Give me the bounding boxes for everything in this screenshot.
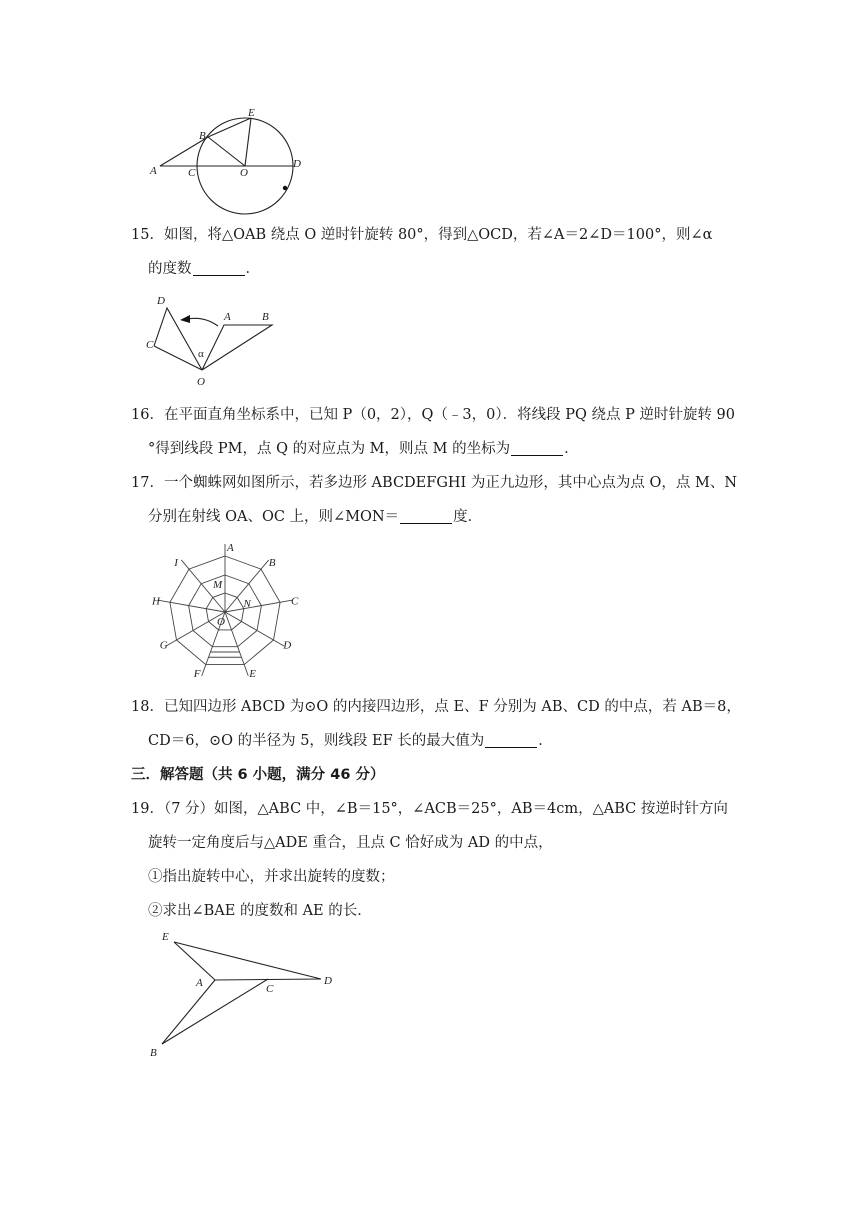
line-oe xyxy=(245,118,251,166)
q17-figure xyxy=(150,540,300,680)
label-e: E xyxy=(249,668,256,681)
answer-blank-17[interactable] xyxy=(400,507,452,524)
label-e: E xyxy=(162,931,169,943)
q18-end: ． xyxy=(538,733,553,749)
triangle-ocd xyxy=(154,308,202,370)
label-o: O xyxy=(217,616,225,628)
q18-line-2 xyxy=(131,724,741,758)
label-d: D xyxy=(283,639,292,652)
label-c: C xyxy=(266,983,274,995)
side-ed xyxy=(174,942,321,979)
q17-end: 度． xyxy=(453,509,483,525)
label-i: I xyxy=(174,557,178,570)
q16-line-2 xyxy=(131,432,741,466)
label-c: C xyxy=(188,167,196,179)
answer-blank-15[interactable] xyxy=(193,259,245,276)
label-b: B xyxy=(150,1047,157,1059)
q15-figure xyxy=(140,290,280,390)
label-d: D xyxy=(293,158,301,170)
q19-part-2: ②求出∠BAE 的度数和 AE 的长． xyxy=(148,903,372,919)
label-b: B xyxy=(268,557,276,570)
q14-diagram xyxy=(140,104,320,190)
label-e: E xyxy=(248,107,255,119)
question-17 xyxy=(131,466,741,534)
label-d: D xyxy=(157,295,165,307)
label-g: G xyxy=(159,639,168,652)
rotation-arrow-head xyxy=(180,315,190,323)
q17-line-2 xyxy=(131,500,741,534)
q15-end: ． xyxy=(245,261,260,277)
label-f: F xyxy=(193,668,201,681)
label-a: A xyxy=(150,165,157,177)
answer-blank-16[interactable] xyxy=(511,439,563,456)
answer-blank-18[interactable] xyxy=(485,731,537,748)
q19-line-2: 旋转一定角度后与△ADE 重合，且点 C 恰好成为 AD 的中点， xyxy=(148,835,553,851)
q18-line-2-text: CD＝6，⊙O 的半径为 5，则线段 EF 长的最大值为 xyxy=(148,733,485,749)
side-ab xyxy=(162,980,215,1044)
q19-figure xyxy=(148,926,348,1061)
question-19 xyxy=(131,792,741,928)
label-h: H xyxy=(152,595,160,608)
label-b: B xyxy=(199,130,206,142)
label-a: A xyxy=(224,311,231,323)
q16-line-1: 16．在平面直角坐标系中，已知 P（0，2），Q（﹣3，0）．将线段 PQ 绕点 P 逆时针旋转 90 xyxy=(131,407,735,423)
label-c: C xyxy=(291,595,299,608)
rotation-arc xyxy=(188,318,218,326)
label-d: D xyxy=(324,975,332,987)
question-15 xyxy=(131,218,741,286)
q15-line-2 xyxy=(131,252,741,286)
point-dot xyxy=(283,186,287,190)
label-o: O xyxy=(197,376,205,388)
question-16 xyxy=(131,398,741,466)
web-spoke xyxy=(158,600,225,612)
q16-line-2-text: °得到线段 PM，点 Q 的对应点为 M，则点 M 的坐标为 xyxy=(148,441,511,457)
q14-figure xyxy=(140,104,320,190)
q18-line-1: 18．已知四边形 ABCD 为⊙O 的内接四边形，点 E、F 分别为 AB、CD 的中点，若 AB＝8， xyxy=(131,699,741,715)
q15-line-2-text: 的度数 xyxy=(148,261,192,277)
side-bc xyxy=(162,979,268,1044)
line-bo xyxy=(208,137,245,166)
q17-line-2-text: 分别在射线 OA、OC 上，则∠MON＝ xyxy=(148,509,400,525)
label-a: A xyxy=(227,542,234,554)
q15-line-1: 15．如图，将△OAB 绕点 O 逆时针旋转 80°，得到△OCD，若∠A＝2∠D＝100°，则∠α xyxy=(131,227,713,243)
spider-web-diagram xyxy=(150,540,300,680)
q19-diagram xyxy=(148,926,348,1061)
label-m: M xyxy=(213,579,223,591)
label-n: N xyxy=(243,598,251,611)
triangle-oab xyxy=(202,325,272,370)
web-spoke xyxy=(225,600,292,612)
q19-line-1: 19．（7 分）如图，△ABC 中，∠B＝15°，∠ACB＝25°，AB＝4cm，△ABC 按逆时针方向 xyxy=(131,801,728,817)
q19-part-1: ①指出旋转中心，并求出旋转的度数； xyxy=(148,869,395,885)
q15-diagram xyxy=(140,290,280,390)
label-b: B xyxy=(262,311,269,323)
q16-end: ． xyxy=(564,441,579,457)
question-18 xyxy=(131,690,741,758)
q17-line-1: 17．一个蜘蛛网如图所示，若多边形 ABCDEFGHI 为正九边形，其中心点为点 O，点 M、N xyxy=(131,475,738,491)
label-alpha: α xyxy=(198,348,204,360)
label-a: A xyxy=(196,977,203,989)
web-spoke xyxy=(225,612,248,676)
label-c: C xyxy=(146,339,154,351)
section-3-heading: 三．解答题（共 6 小题，满分 46 分） xyxy=(131,767,385,783)
label-o: O xyxy=(240,167,248,179)
